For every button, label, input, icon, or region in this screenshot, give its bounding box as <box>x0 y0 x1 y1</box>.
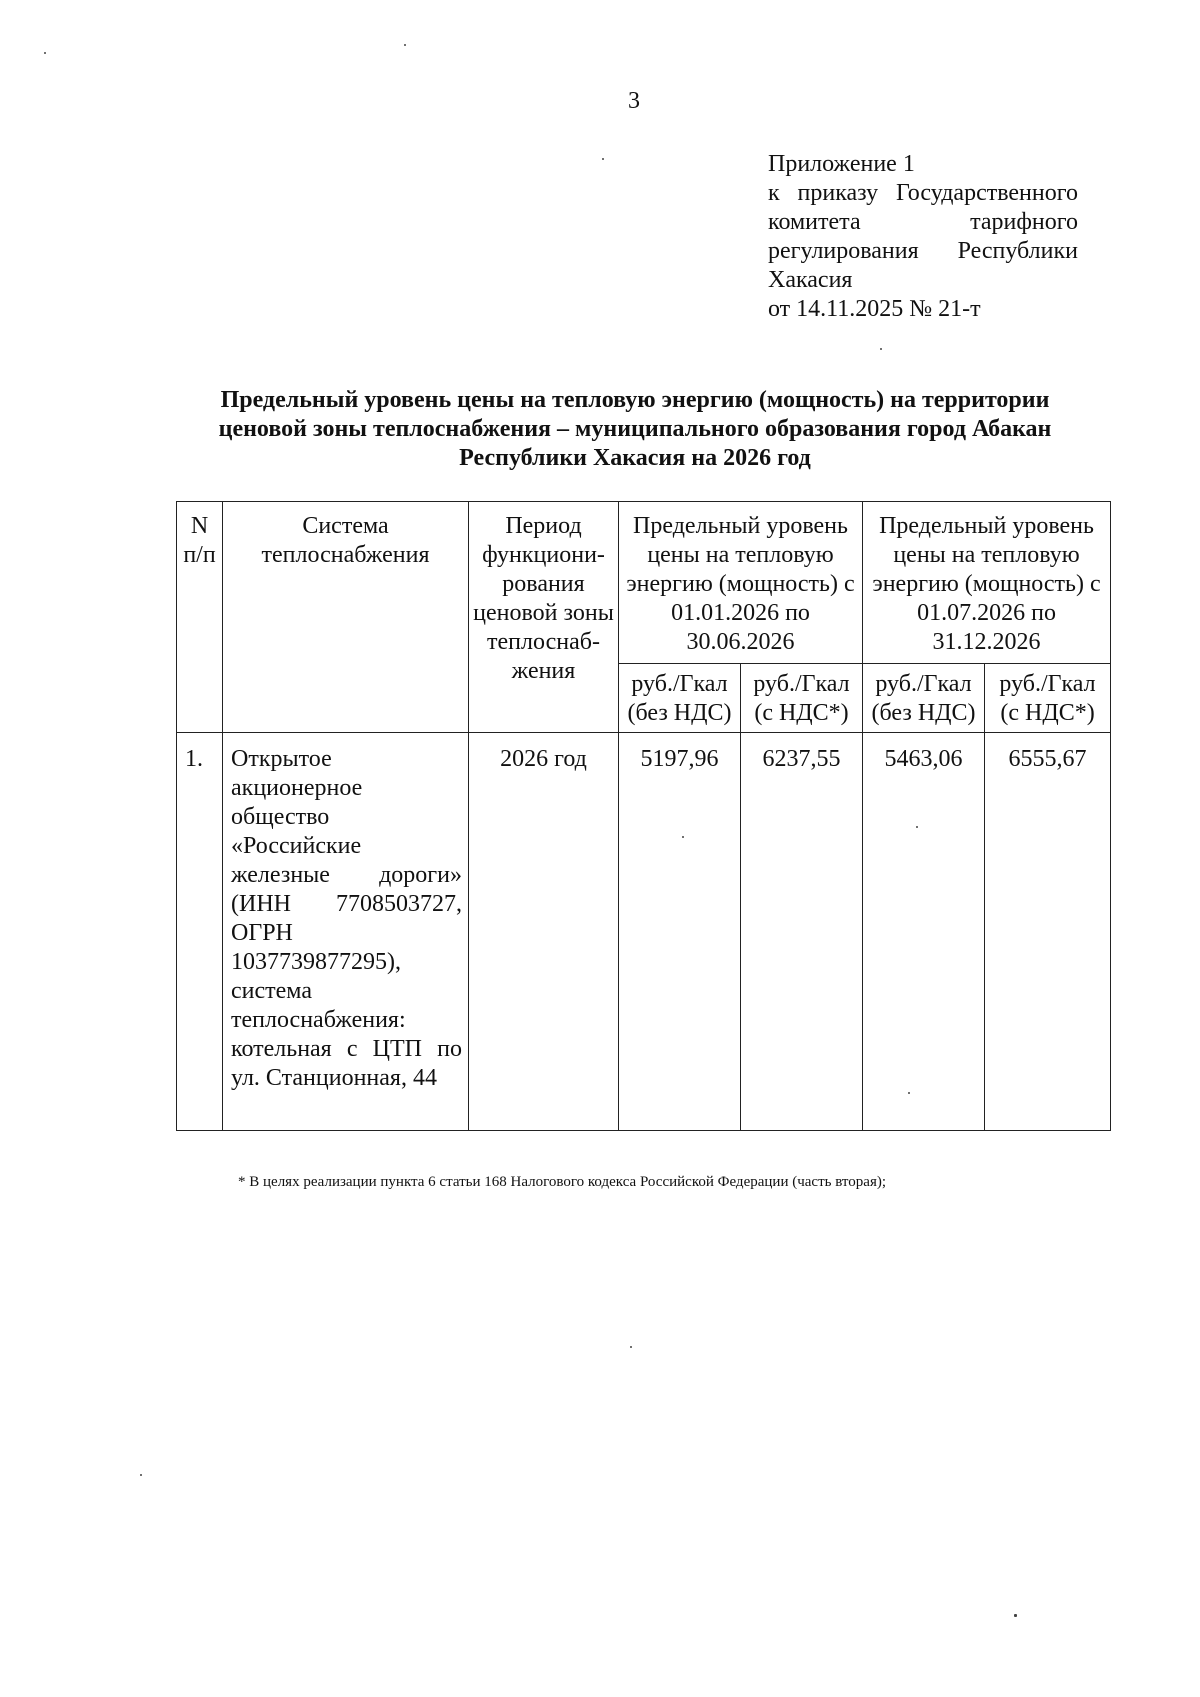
page-number: 3 <box>628 88 640 114</box>
scan-speck <box>682 836 684 838</box>
subheader-cell: руб./Гкал (с НДС*) <box>985 664 1111 733</box>
appendix-line: от 14.11.2025 № 21-т <box>768 296 981 322</box>
system-description: Открытое акционерное общество «Российские железные дороги» (ИНН 7708503727, ОГРН 1037739877295), система теплоснабжения: котельная с ЦТП по ул. Станционная, 44 <box>231 746 462 1091</box>
row-period: 2026 год <box>469 733 619 1131</box>
subheader-cell: руб./Гкал (с НДС*) <box>741 664 863 733</box>
scan-speck <box>1014 1614 1017 1617</box>
title-line: ценовой зоны теплоснабжения – муниципального образования город Абакан <box>218 416 1052 442</box>
subheader-cell: руб./Гкал (без НДС) <box>619 664 741 733</box>
row-number: 1. <box>177 733 223 1131</box>
appendix-line: комитета тарифного <box>768 209 1078 235</box>
header-row <box>177 502 1111 664</box>
price-table <box>176 501 1111 1131</box>
header-num: N п/п <box>177 502 223 733</box>
scan-speck <box>916 826 918 828</box>
header-system: Система теплоснабжения <box>223 502 469 733</box>
subheader-cell: руб./Гкал (без НДС) <box>863 664 985 733</box>
appendix-line: Хакасия <box>768 267 853 293</box>
appendix-line: Приложение 1 <box>768 151 915 177</box>
footnote: * В целях реализации пункта 6 статьи 168 Налогового кодекса Российской Федерации (часть вторая); <box>238 1174 887 1190</box>
appendix-line: к приказу Государственного <box>768 180 1078 206</box>
price-cell: 5463,06 <box>863 733 985 1131</box>
scan-speck <box>880 348 882 350</box>
document-title <box>150 386 1120 473</box>
scan-speck <box>602 158 604 160</box>
header-period: Период функциони-рования ценовой зоны теплоснаб-жения <box>469 502 619 733</box>
row-system <box>223 733 469 1131</box>
price-cell: 6555,67 <box>985 733 1111 1131</box>
table-row <box>177 733 1111 1131</box>
scan-speck <box>140 1474 142 1476</box>
title-line: Республики Хакасия на 2026 год <box>459 445 811 471</box>
header-period-2: Предельный уровень цены на тепловую энергию (мощность) с 01.07.2026 по 31.12.2026 <box>863 502 1111 664</box>
header-period-1: Предельный уровень цены на тепловую энергию (мощность) с 01.01.2026 по 30.06.2026 <box>619 502 863 664</box>
price-cell: 5197,96 <box>619 733 741 1131</box>
scan-speck <box>630 1346 632 1348</box>
appendix-line: регулирования Республики <box>768 238 1078 264</box>
price-cell: 6237,55 <box>741 733 863 1131</box>
scan-speck <box>404 44 406 46</box>
scan-speck <box>44 52 46 54</box>
appendix-block <box>768 150 1078 324</box>
title-line: Предельный уровень цены на тепловую энергию (мощность) на территории <box>220 387 1050 413</box>
scan-speck <box>908 1092 910 1094</box>
